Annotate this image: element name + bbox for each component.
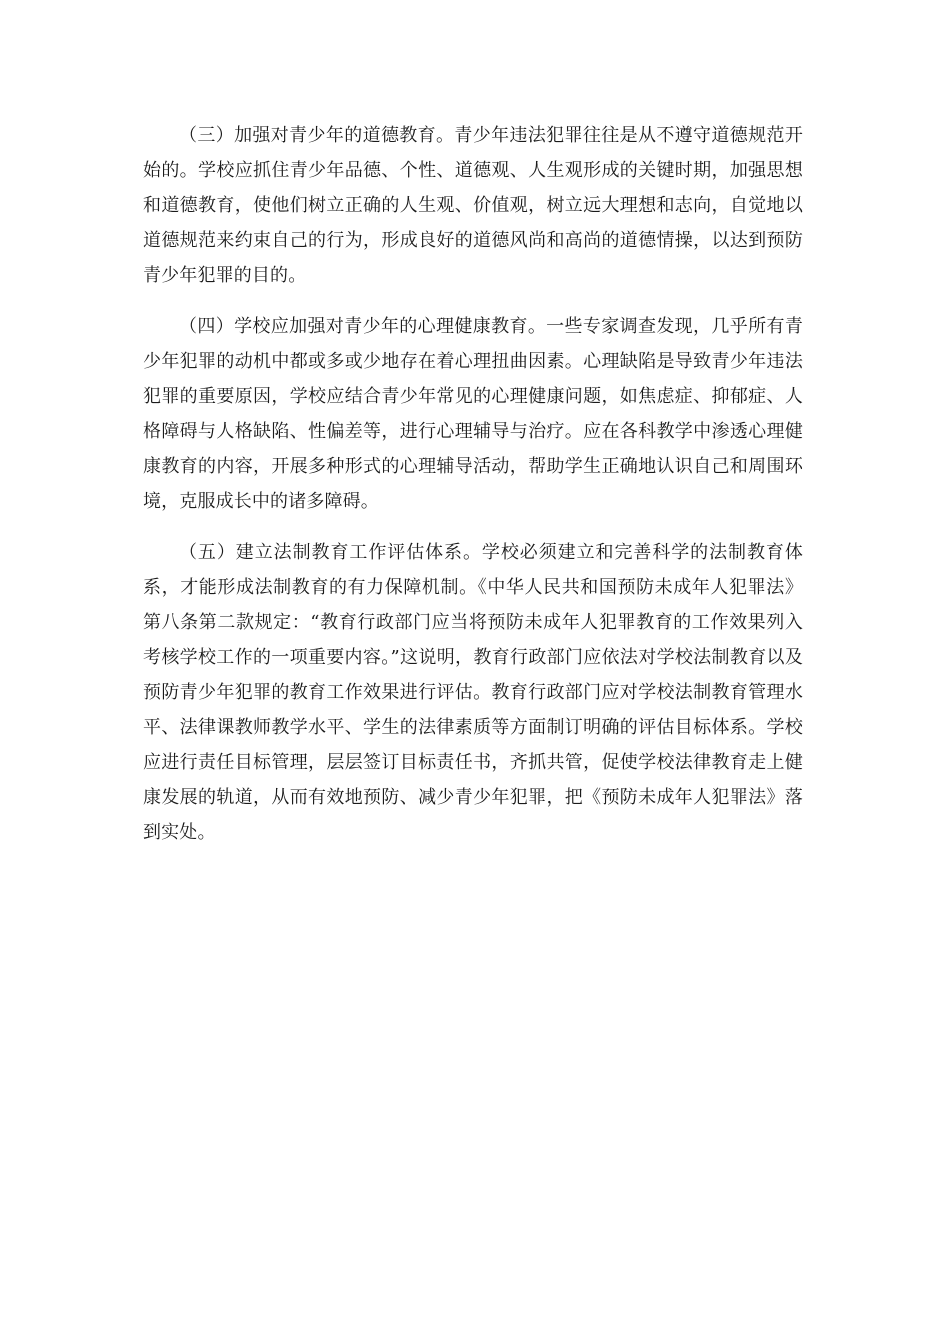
document-body: [143, 118, 803, 866]
paragraph-legal-education-evaluation: （五）建立法制教育工作评估体系。学校必须建立和完善科学的法制教育体系，才能形成法制教育的有力保障机制。《中华人民共和国预防未成年人犯罪法》第八条第二款规定：“教育行政部门应当将预防未成年人犯罪教育的工作效果列入考核学校工作的一项重要内容。”这说明，教育行政部门应依法对学校法制教育以及预防青少年犯罪的教育工作效果进行评估。教育行政部门应对学校法制教育管理水平、法律课教师教学水平、学生的法律素质等方面制订明确的评估目标体系。学校应进行责任目标管理，层层签订目标责任书，齐抓共管，促使学校法律教育走上健康发展的轨道，从而有效地预防、减少青少年犯罪，把《预防未成年人犯罪法》落到实处。: [143, 542, 803, 843]
paragraph-moral-education: （三）加强对青少年的道德教育。青少年违法犯罪往往是从不遵守道德规范开始的。学校应抓住青少年品德、个性、道德观、人生观形成的关键时期，加强思想和道德教育，使他们树立正确的人生观、价值观，树立远大理想和志向，自觉地以道德规范来约束自己的行为，形成良好的道德风尚和高尚的道德情操，以达到预防青少年犯罪的目的。: [143, 125, 803, 286]
paragraph-mental-health-education: （四）学校应加强对青少年的心理健康教育。一些专家调查发现，几乎所有青少年犯罪的动机中都或多或少地存在着心理扭曲因素。心理缺陷是导致青少年违法犯罪的重要原因，学校应结合青少年常见的心理健康问题，如焦虑症、抑郁症、人格障碍与人格缺陷、性偏差等，进行心理辅导与治疗。应在各科教学中渗透心理健康教育的内容，开展多种形式的心理辅导活动，帮助学生正确地认识自己和周围环境，克服成长中的诸多障碍。: [143, 316, 803, 512]
